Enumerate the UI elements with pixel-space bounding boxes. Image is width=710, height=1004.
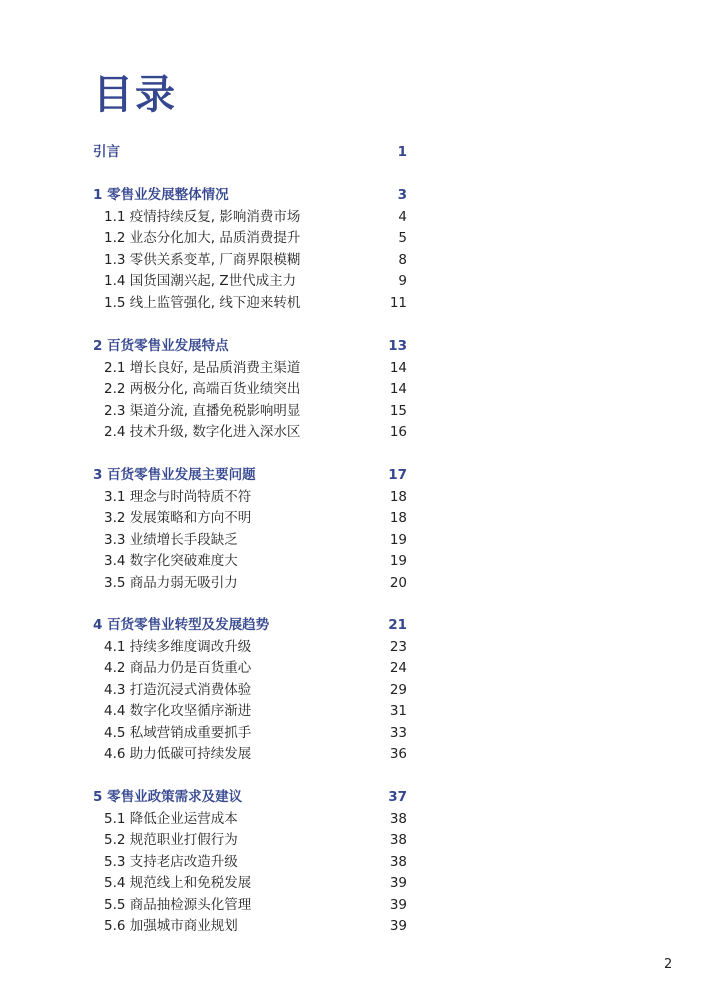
toc-entry-page: 14 xyxy=(389,359,407,376)
toc-entry-page: 23 xyxy=(389,638,407,655)
toc-entry-page: 9 xyxy=(398,273,407,289)
toc-entry-title: 引言 xyxy=(93,144,120,160)
toc-entry-section[interactable] xyxy=(93,722,407,744)
toc-entry-page: 5 xyxy=(398,230,407,246)
toc-entry-title: 1.4 国货国潮兴起, Z世代成主力 xyxy=(104,273,297,289)
toc-entry-chapter-4[interactable] xyxy=(93,614,407,636)
toc-entry-page: 19 xyxy=(389,531,407,548)
toc-entry-title: 5.2 规范职业打假行为 xyxy=(104,832,238,848)
toc-entry-page: 19 xyxy=(389,553,407,569)
toc-entry-section[interactable] xyxy=(93,679,407,701)
toc-entry-section[interactable] xyxy=(93,550,407,572)
toc-entry-section[interactable] xyxy=(93,572,407,594)
toc-entry-section[interactable] xyxy=(93,851,407,873)
toc-entry-page: 20 xyxy=(389,574,407,591)
toc-entry-page: 15 xyxy=(389,402,407,419)
toc-entry-title: 4.2 商品力仍是百货重心 xyxy=(104,660,252,676)
toc-entry-section[interactable] xyxy=(93,227,407,249)
toc-entry-page: 31 xyxy=(389,703,407,719)
toc-entry-section[interactable] xyxy=(93,808,407,830)
toc-entry-title: 5.4 规范线上和免税发展 xyxy=(104,875,252,891)
toc-entry-title: 1.5 线上监管强化, 线下迎来转机 xyxy=(104,294,301,311)
toc-entry-title: 3.1 理念与时尚特质不符 xyxy=(104,488,252,505)
toc-entry-page: 37 xyxy=(388,789,407,805)
toc-entry-title: 4.6 助力低碳可持续发展 xyxy=(104,746,252,762)
toc-entry-section[interactable] xyxy=(93,507,407,529)
toc-entry-chapter-2[interactable] xyxy=(93,335,407,357)
toc-entry-page: 14 xyxy=(389,381,407,397)
toc-entry-section[interactable] xyxy=(93,357,407,379)
toc-entry-section[interactable] xyxy=(93,894,407,916)
toc-entry-section[interactable] xyxy=(93,915,407,937)
toc-entry-page: 38 xyxy=(389,853,407,870)
toc-entry-section[interactable] xyxy=(93,249,407,271)
toc-entry-title: 4.3 打造沉浸式消费体验 xyxy=(104,681,252,698)
toc-entry-title: 5.3 支持老店改造升级 xyxy=(104,853,238,870)
toc-entry-page: 36 xyxy=(389,746,407,762)
toc-entry-page: 13 xyxy=(388,338,407,354)
toc-entry-section[interactable] xyxy=(93,529,407,551)
toc-entry-section[interactable] xyxy=(93,206,407,228)
toc-entry-title: 3.2 发展策略和方向不明 xyxy=(104,510,252,526)
toc-entry-section[interactable] xyxy=(93,829,407,851)
toc-entry-chapter-3[interactable] xyxy=(93,464,407,486)
toc-entry-page: 39 xyxy=(389,896,407,913)
toc-entry-title: 4.4 数字化攻坚循序渐进 xyxy=(104,703,252,719)
toc-entry-section[interactable] xyxy=(93,400,407,422)
toc-entry-section[interactable] xyxy=(93,270,407,292)
toc-entry-title: 4 百货零售业转型及发展趋势 xyxy=(93,617,270,633)
toc-entry-title: 1.1 疫情持续反复, 影响消费市场 xyxy=(104,208,301,225)
toc-entry-page: 3 xyxy=(397,187,407,203)
toc-entry-section[interactable] xyxy=(93,743,407,765)
toc-entry-page: 17 xyxy=(388,467,407,483)
toc-entry-section[interactable] xyxy=(93,636,407,658)
toc-entry-page: 1 xyxy=(397,144,407,160)
toc-entry-section[interactable] xyxy=(93,486,407,508)
toc-entry-page: 4 xyxy=(398,208,407,225)
page-number: 2 xyxy=(664,957,673,972)
toc-entry-title: 3 百货零售业发展主要问题 xyxy=(93,467,256,483)
toc-entry-title: 5 零售业政策需求及建议 xyxy=(93,789,243,805)
toc-entry-page: 16 xyxy=(389,424,407,440)
toc-entry-page: 38 xyxy=(389,810,407,827)
toc-entry-title: 5.6 加强城市商业规划 xyxy=(104,918,238,934)
toc-entry-title: 4.1 持续多维度调改升级 xyxy=(104,638,252,655)
page-title: 目录 xyxy=(93,72,177,118)
toc-entry-title: 4.5 私域营销成重要抓手 xyxy=(104,724,252,741)
toc-entry-page: 11 xyxy=(389,294,407,311)
toc-entry-section[interactable] xyxy=(93,700,407,722)
toc-entry-page: 8 xyxy=(398,251,407,268)
toc-entry-chapter-5[interactable] xyxy=(93,786,407,808)
toc-entry-title: 5.5 商品抽检源头化管理 xyxy=(104,896,252,913)
toc-entry-page: 21 xyxy=(388,617,407,633)
toc-entry-title: 2.2 两极分化, 高端百货业绩突出 xyxy=(104,381,301,397)
toc-entry-page: 39 xyxy=(389,875,407,891)
toc-entry-title: 3.4 数字化突破难度大 xyxy=(104,553,238,569)
toc-entry-title: 2 百货零售业发展特点 xyxy=(93,338,229,354)
toc-entry-title: 5.1 降低企业运营成本 xyxy=(104,810,238,827)
toc-entry-title: 2.1 增长良好, 是品质消费主渠道 xyxy=(104,359,301,376)
toc-entry-page: 18 xyxy=(389,488,407,505)
toc-entry-section[interactable] xyxy=(93,657,407,679)
toc-entry-title: 3.5 商品力弱无吸引力 xyxy=(104,574,238,591)
toc-entry-title: 1 零售业发展整体情况 xyxy=(93,187,229,203)
toc-entry-page: 39 xyxy=(389,918,407,934)
toc-entry-section[interactable] xyxy=(93,421,407,443)
toc-entry-section[interactable] xyxy=(93,292,407,314)
toc-entry-title: 2.3 渠道分流, 直播免税影响明显 xyxy=(104,402,301,419)
toc-entry-page: 24 xyxy=(389,660,407,676)
toc-entry-section[interactable] xyxy=(93,872,407,894)
toc-entry-page: 18 xyxy=(389,510,407,526)
toc-entry-title: 1.3 零供关系变革, 厂商界限模糊 xyxy=(104,251,301,268)
toc-entry-intro[interactable] xyxy=(93,141,407,163)
toc-entry-title: 3.3 业绩增长手段缺乏 xyxy=(104,531,238,548)
toc-entry-page: 33 xyxy=(389,724,407,741)
toc-entry-title: 1.2 业态分化加大, 品质消费提升 xyxy=(104,230,301,246)
toc-entry-chapter-1[interactable] xyxy=(93,184,407,206)
toc-entry-page: 38 xyxy=(389,832,407,848)
toc-entry-title: 2.4 技术升级, 数字化进入深水区 xyxy=(104,424,301,440)
toc-entry-section[interactable] xyxy=(93,378,407,400)
toc-entry-page: 29 xyxy=(389,681,407,698)
